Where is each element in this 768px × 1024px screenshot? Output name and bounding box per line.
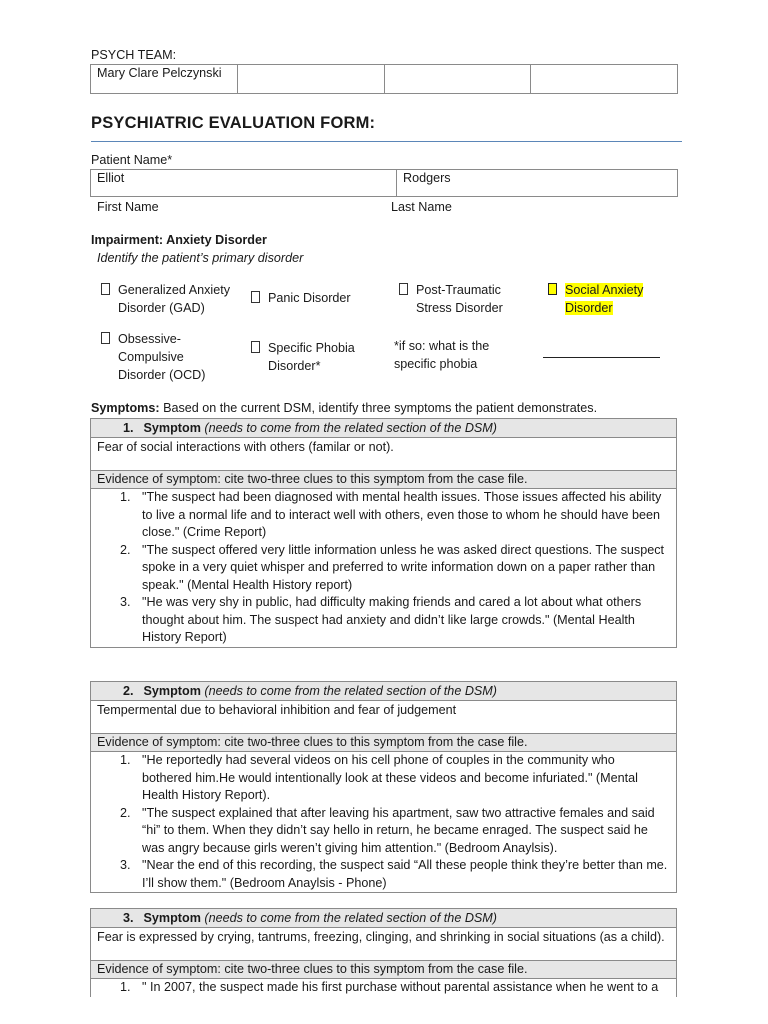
symptoms-intro [91,401,597,415]
evidence-list [91,489,676,647]
symptom-note: (needs to come from the related section of the DSM) [204,911,497,925]
option-gad-label-1: Generalized Anxiety [118,283,231,297]
impairment-instruction: Identify the patient’s primary disorder [97,251,304,265]
option-ptsd-label-1: Post-Traumatic [416,283,501,297]
last-name-field[interactable]: Rodgers [397,170,678,197]
evidence-list [91,979,676,997]
symptom-header [91,682,676,701]
last-name-label: Last Name [391,200,452,214]
symptom-block-3 [90,908,677,997]
option-ocd-label-1: Obsessive- [118,332,181,346]
team-member-cell[interactable]: Mary Clare Pelczynski [91,65,238,94]
symptom-block-2 [90,681,677,893]
symptom-description[interactable]: Fear of social interactions with others (familar or not). [91,438,676,471]
impairment-title: Impairment: Anxiety Disorder [91,233,267,247]
title-divider [91,141,682,142]
phobia-note-line-2: specific phobia [394,357,478,371]
symptom-label: Symptom [143,684,201,698]
phobia-note-line-1: *if so: what is the [394,339,490,353]
evidence-label: Evidence of symptom: cite two-three clues to this symptom from the case file. [91,734,676,752]
evidence-number: 1. [120,753,131,767]
evidence-text: "He reportedly had several videos on his cell phone of couples in the community who bothered him.He would intentionally look at these videos and become infuriated." (Mental Health History Report). [142,753,638,802]
symptom-note: (needs to come from the related section of the DSM) [204,421,497,435]
evidence-text: "The suspect explained that after leaving his apartment, saw two attractive females and said “hi” to them. When they didn’t say hello in return, he became enraged. The suspect said he was angry because girls weren’t giving him attention." (Bedroom Anaylsis). [142,805,655,855]
symptom-block-1 [90,418,677,648]
checkbox-gad[interactable] [101,283,110,295]
symptoms-intro-text: Based on the current DSM, identify three symptoms the patient demonstrates. [159,401,598,415]
symptom-number: 2. [123,684,134,698]
evidence-item[interactable] [91,857,676,892]
option-social-anxiety-label-1: Social Anxiety [565,283,644,297]
first-name-label: First Name [97,200,159,214]
option-social-anxiety-label-2: Disorder [565,301,613,315]
symptom-header [91,419,676,438]
specific-phobia-blank[interactable] [543,346,660,358]
evidence-label: Evidence of symptom: cite two-three clues to this symptom from the case file. [91,961,676,979]
patient-name-table [90,169,678,197]
option-ptsd-label-2: Stress Disorder [416,301,503,315]
evidence-item[interactable] [91,805,676,858]
symptom-header [91,909,676,928]
option-specific-phobia-label-2: Disorder* [268,359,321,373]
evidence-number: 1. [120,490,131,504]
option-gad-label-2: Disorder (GAD) [118,301,205,315]
option-panic-label: Panic Disorder [268,291,351,305]
team-member-cell[interactable] [531,65,678,94]
option-ocd-label-3: Disorder (OCD) [118,368,206,382]
evidence-text: "The suspect offered very little information unless he was asked direct questions. The suspect spoke in a very quiet whisper and preferred to write information down on a paper rather than speak." (Mental Health History report) [142,542,665,592]
evidence-number: 3. [120,858,131,872]
evidence-text: "Near the end of this recording, the suspect said “All these people think they’re better than me. I’ll show them." (Bedroom Anaylsis - Phone) [142,858,668,890]
evidence-text: " In 2007, the suspect made his first purchase without parental assistance when he went to a [142,980,659,994]
symptom-note: (needs to come from the related section of the DSM) [204,684,497,698]
checkbox-social-anxiety[interactable] [548,283,557,295]
checkbox-specific-phobia[interactable] [251,341,260,353]
symptom-description[interactable]: Tempermental due to behavioral inhibition and fear of judgement [91,701,676,734]
option-ocd-label-2: Compulsive [118,350,184,364]
psych-team-table [90,64,678,94]
evidence-list [91,752,676,892]
evidence-item[interactable] [91,979,676,997]
team-member-cell[interactable] [237,65,384,94]
evidence-number: 1. [120,980,131,994]
evidence-number: 2. [120,805,131,820]
evidence-item[interactable] [91,542,676,595]
symptom-label: Symptom [143,911,201,925]
team-member-cell[interactable] [384,65,531,94]
symptom-description[interactable]: Fear is expressed by crying, tantrums, freezing, clinging, and shrinking in social situations (as a child). [91,928,676,961]
evidence-item[interactable] [91,489,676,542]
checkbox-panic[interactable] [251,291,260,303]
form-title: PSYCHIATRIC EVALUATION FORM: [91,114,376,132]
phobia-note [394,337,489,373]
first-name-field[interactable]: Elliot [91,170,397,197]
option-specific-phobia-label-1: Specific Phobia [268,341,355,355]
evidence-text: "He was very shy in public, had difficulty making friends and cared a lot about what others thought about him. The suspect had anxiety and didn’t like large crowds." (Mental Health History Report) [142,595,642,644]
evidence-number: 2. [120,542,131,557]
evidence-label: Evidence of symptom: cite two-three clues to this symptom from the case file. [91,471,676,489]
symptom-number: 3. [123,911,134,925]
checkbox-ptsd[interactable] [399,283,408,295]
patient-name-label: Patient Name* [91,153,173,167]
checkbox-ocd[interactable] [101,332,110,344]
evidence-item[interactable] [91,752,676,805]
evidence-text: "The suspect had been diagnosed with mental health issues. Those issues affected his ability to live a normal life and to interact well with others, even those to whom he should have been close." (Crime Report) [142,490,662,539]
symptoms-intro-label: Symptoms: [91,401,160,415]
evidence-number: 3. [120,595,131,609]
symptom-number: 1. [123,421,134,435]
evidence-item[interactable] [91,594,676,647]
psych-team-label: PSYCH TEAM: [91,48,177,62]
symptom-label: Symptom [143,421,201,435]
